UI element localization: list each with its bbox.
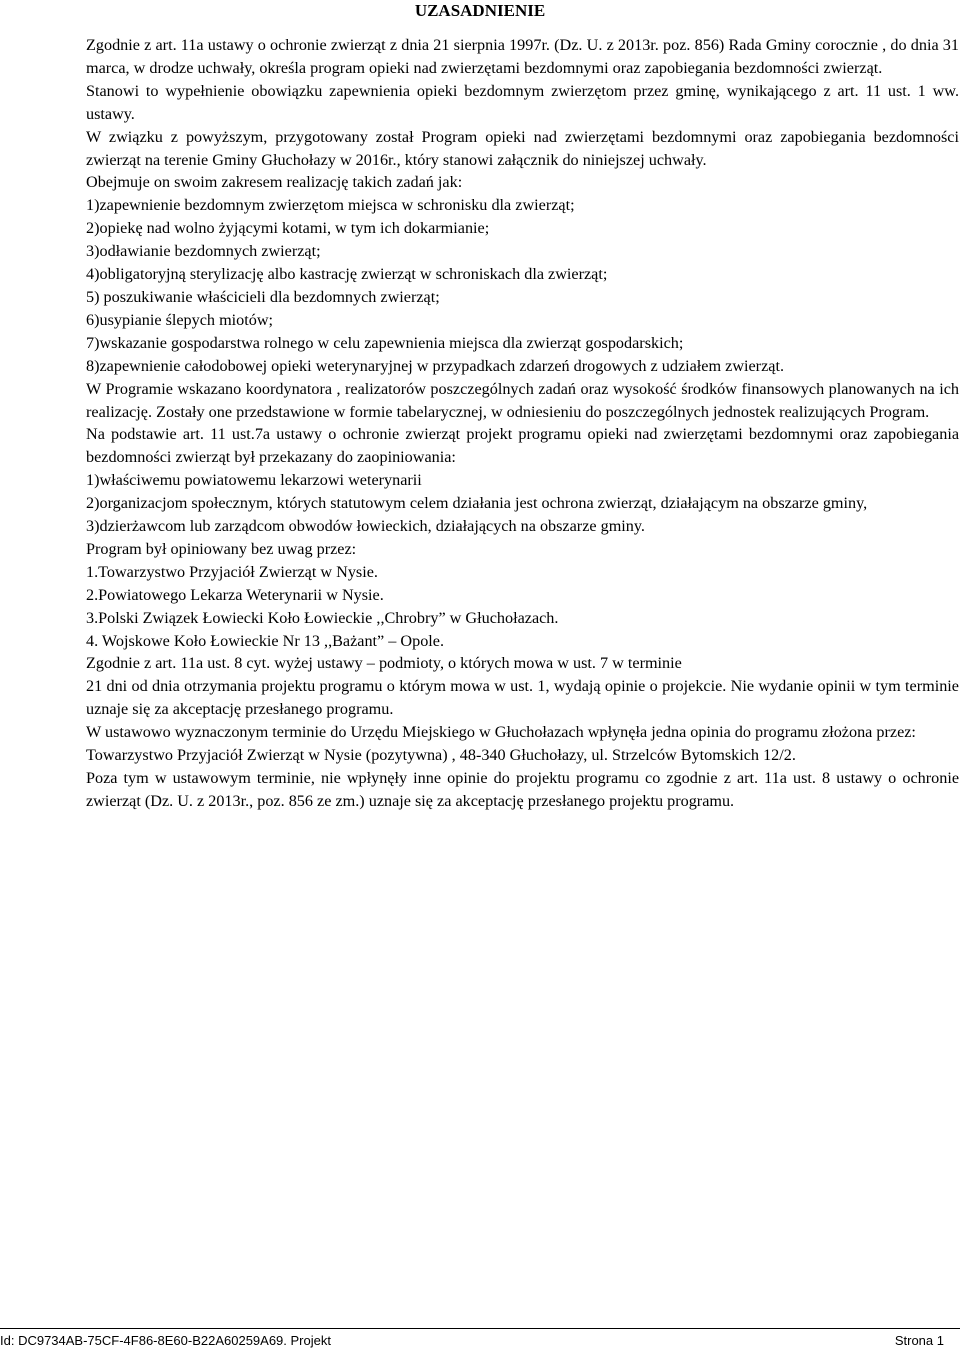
page-number: Strona 1 [894,1333,944,1348]
list-item: 3.Polski Związek Łowiecki Koło Łowieckie ,,Chrobry” w Głuchołazach. [86,608,559,627]
list-item: 3)odławianie bezdomnych zwierząt; [86,242,321,261]
list-item: 2.Powiatowego Lekarza Weterynarii w Nysie. [86,585,384,604]
paragraph: Zgodnie z art. 11a ust. 8 cyt. wyżej ustawy – podmioty, o których mowa w ust. 7 w terminie [86,654,682,673]
document-title: UZASADNIENIE [414,1,546,20]
document-id: Id: DC9734AB-75CF-4F86-8E60-B22A60259A69. Projekt [0,1333,331,1348]
list-item: 8)zapewnienie całodobowej opieki weterynaryjnej w przypadkach zdarzeń drogowych z udziałem zwierząt. [86,356,784,375]
paragraph: W związku z powyższym, przygotowany został Program opieki nad zwierzętami bezdomnymi oraz zapobiegania bezdomności zwierząt na terenie Gminy Głuchołazy w 2016r., który stanowi załącznik do niniejszej uchwały. [86,127,959,169]
paragraph: W ustawowo wyznaczonym terminie do Urzędu Miejskiego w Głuchołazach wpłynęła jedna opinia do programu złożona przez: [86,723,916,742]
paragraph: Towarzystwo Przyjaciół Zwierząt w Nysie (pozytywna) , 48-340 Głuchołazy, ul. Strzelców Bytomskich 12/2. [86,746,796,765]
list-item: 3)dzierżawcom lub zarządcom obwodów łowieckich, działających na obszarze gminy. [86,517,645,536]
list-item: 4)obligatoryjną sterylizację albo kastrację zwierząt w schroniskach dla zwierząt; [86,265,608,284]
paragraph: W Programie wskazano koordynatora , realizatorów poszczególnych zadań oraz wysokość środków finansowych planowanych na ich realizację. Zostały one przedstawione w formie tabelarycznej, w odniesieniu do poszczególnych jednostek realizujących Program. [86,379,959,421]
list-item: 1)zapewnienie bezdomnym zwierzętom miejsca w schronisku dla zwierząt; [86,196,575,215]
list-item: 4. Wojskowe Koło Łowieckie Nr 13 ,,Bażant” – Opole. [86,631,445,650]
list-item: 5) poszukiwanie właścicieli dla bezdomnych zwierząt; [86,287,440,306]
paragraph: Zgodnie z art. 11a ustawy o ochronie zwierząt z dnia 21 sierpnia 1997r. (Dz. U. z 2013r. poz. 856) Rada Gminy corocznie , do dnia 31 marca, w drodze uchwały, określa program opieki nad zwierzętami bezdomnymi oraz zapobiegania bezdomności zwierząt. [86,36,959,77]
list-item: 1)właściwemu powiatowemu lekarzowi weterynarii [86,471,422,490]
paragraph: Na podstawie art. 11 ust.7a ustawy o ochronie zwierząt projekt programu opieki nad zwierzętami bezdomnymi oraz zapobiegania bezdomności zwierząt był przekazany do zaopiniowania: [86,425,959,467]
list-item: 2)opiekę nad wolno żyjącymi kotami, w tym ich dokarmianie; [86,219,490,238]
list-item: 6)usypianie ślepych miotów; [86,310,274,329]
page-footer [0,1328,960,1352]
list-item: 2)organizacjom społecznym, których statutowym celem działania jest ochrona zwierząt, działającym na obszarze gminy, [86,494,868,513]
paragraph: Stanowi to wypełnienie obowiązku zapewnienia opieki bezdomnym zwierzętom przez gminę, wynikającego z art. 11 ust. 1 ww. ustawy. [86,81,959,123]
list-item: 7)wskazanie gospodarstwa rolnego w celu zapewnienia miejsca dla zwierząt gospodarskich; [86,333,684,352]
paragraph: 21 dni od dnia otrzymania projektu programu o którym mowa w ust. 1, wydają opinie o projekcie. Nie wydanie opinii w tym terminie uznaje się za akceptację przesłanego programu. [86,677,959,719]
paragraph: Poza tym w ustawowym terminie, nie wpłynęły inne opinie do projektu programu co zgodnie z art. 11a ust. 8 ustawy o ochronie zwierząt (Dz. U. z 2013r., poz. 856 ze zm.) uznaje się za akceptację przesłanego projektu programu. [86,769,959,810]
list-item: 1.Towarzystwo Przyjaciół Zwierząt w Nysie. [86,562,378,581]
paragraph: Obejmuje on swoim zakresem realizację takich zadań jak: [86,173,463,192]
paragraph: Program był opiniowany bez uwag przez: [86,539,357,558]
document-body [86,34,959,813]
